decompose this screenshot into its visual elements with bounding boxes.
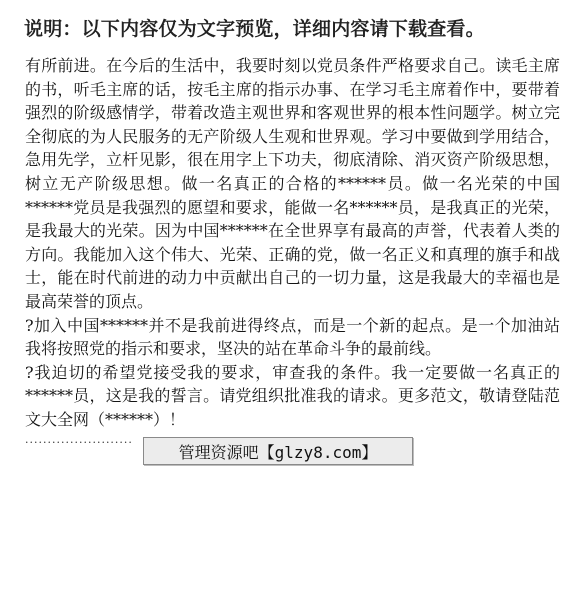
watermark-domain: 【glzy8.com】: [258, 442, 378, 462]
document-body: [25, 54, 560, 450]
watermark-label: 管理资源吧: [178, 442, 259, 462]
paragraph-2: ?加入中国******并不是我前进得终点，而是一个新的起点。是一个加油站我将按照党的指示和要求，坚决的站在革命斗争的最前线。: [25, 315, 560, 359]
ellipsis-dots: ························: [25, 435, 133, 449]
preview-notice: 说明：以下内容仅为文字预览，详细内容请下载查看。: [24, 18, 485, 40]
watermark-banner: [143, 437, 413, 465]
paragraph-1: 有所前进。在今后的生活中，我要时刻以党员条件严格要求自己。读毛主席的书，听毛主席的话，按毛主席的指示办事、在学习毛主席着作中，要带着强烈的阶级感情学，带着改造主观世界和客观世界的根本性问题学。树立完全彻底的为人民服务的无产阶级人生观和世界观。学习中要做到学用结合，急用先学，立杆见影，很在用字上下功夫，彻底清除、消灭资产阶级思想，树立无产阶级思想。做一名真正的合格的******员。做一名光荣的中国******党员是我强烈的愿望和要求，能做一名******员，是我真正的光荣，是我最大的光荣。因为中国******在全世界享有最高的声誉，代表着人类的方向。我能加入这个伟大、光荣、正确的党，做一名正义和真理的旗手和战士，能在时代前进的动力中贡献出自己的一切力量，这是我最大的幸福也是最高荣誉的顶点。: [25, 56, 560, 311]
paragraph-3: ?我迫切的希望党接受我的要求，审查我的条件。我一定要做一名真正的******员，这是我的誓言。请党组织批准我的请求。更多范文，敬请登陆范文大全网（******）！: [25, 362, 560, 429]
